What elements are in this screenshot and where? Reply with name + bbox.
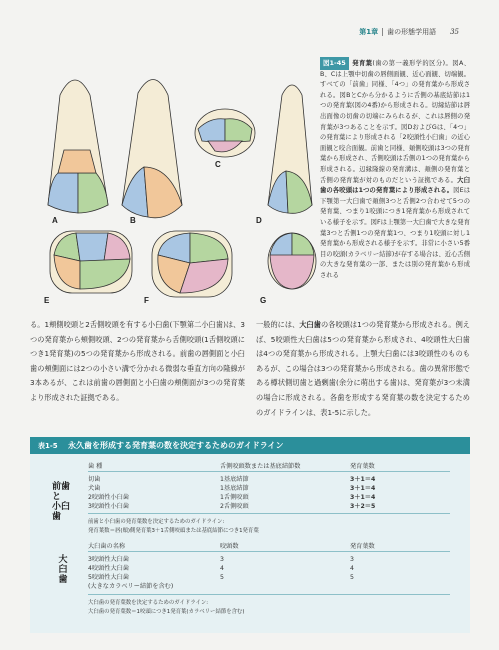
rule-3 [88,551,450,552]
page-number: 35 [450,28,459,36]
group1-line2: 小臼歯 [52,502,71,522]
running-header [359,27,459,37]
table-cell: 5 [220,574,224,581]
col1-head-c: 発育葉数 [350,463,375,470]
caption-body: (歯の第一義形学的区分)。図A、B、Cは上顎中切歯の唇側面観、近心面観、切端観。すべての「前歯」同様、「4つ」の発育葉から形成される。図BとCから分かるように舌側の基底結節は1つの発育葉(図の4番)から形成される。切縁結節は唇出面像の切歯の切端にみられるが、これは唇側の発育葉が3つあることを示す。図DおよびGは、「4つ」の発育葉により形成される「2咬頭性小臼歯」の近心面観と咬合面観。前歯と同様、頬側咬頭は3つの発育葉から形成され、舌側咬頭は舌側の1つの発育葉から形成される。辺縁隆線の発育溝は、頬側の発育葉と舌側の発育葉が対のものだという証拠である。 [320,60,470,184]
chapter-label: 第1章 [359,28,379,36]
group2-line2: 臼 [58,565,68,575]
table-cell: 4 [220,565,224,572]
rule-2 [88,513,450,514]
table-cell: 2咬頭性小臼歯 [88,494,130,501]
body-right-pre: 一般的には、 [256,320,300,329]
table-cell: 1基底結節 [220,485,249,492]
table-cell: 3＋1＝4 [350,494,376,501]
table-cell: 切歯 [88,476,101,483]
table-header [30,437,470,454]
body-right-post: の各咬頭は1つの発育葉から形成される。例えば、5咬頭性大臼歯は5つの発育葉から形成され、4咬頭性大臼歯は4つの発育葉から形成される。上顎大臼歯には3咬頭性のものもあるが、この場合は3つの発育葉から形成される。歯の異常形態である樽状側切歯と過剰歯(余分に萌出する歯)は、発育葉が3つ未満の場合に形成される。各歯を形成する発育葉の数を決定するためのガイドラインは、表1-5に示した。 [256,320,470,417]
table-title: 永久歯を形成する発育葉の数を決定するためのガイドライン [68,441,284,450]
note1 [88,518,259,535]
teeth-illustration [30,55,320,307]
col2-head-b: 咬頭数 [220,543,239,550]
fig-letter-e: E [44,296,50,305]
group-label-molar [57,555,69,585]
col2-head-a: 大臼歯の名称 [88,543,126,550]
table-cell: 3咬頭性大臼歯 [88,556,130,563]
table-cell: 3咬頭性小臼歯 [88,503,130,510]
group1-line1: 前歯と [52,482,71,502]
table-cell: (大きなカラベリー結節を含む) [88,583,174,590]
table-cell: 4 [350,565,354,572]
table-cell: 3 [350,556,354,563]
rows2-col-b [220,555,224,582]
rule-1 [88,471,450,472]
rows1-col-a [88,475,129,511]
table-cell: 3＋1＝4 [350,476,376,483]
table-cell: 犬歯 [88,485,101,492]
caption-title: 発育葉 [351,60,373,67]
note2-line1: 大臼歯の発育葉数を決定するためのガイドライン: [88,600,209,606]
figure-number: 図1-45 [320,57,349,70]
fig-letter-b: B [130,216,136,225]
table-cell: 3＋2＝5 [350,503,376,510]
rows2-col-c [350,555,354,582]
figure-teeth-lobes [30,55,320,307]
note2-line2: 大臼歯の発育葉数＝1咬頭につき1発育葉(カラベリー結節を含む) [88,608,245,615]
table-cell: 5咬頭性大臼歯 [88,574,130,581]
table-cell: 2舌側咬頭 [220,503,249,510]
col2-head-c: 発育葉数 [350,543,375,550]
body-right-column [256,318,470,420]
rows1-col-c [350,475,375,511]
table-cell: 1舌側咬頭 [220,494,249,501]
figure-caption [320,57,470,281]
chapter-title: 歯の形態学用語 [387,28,437,36]
rows1-col-b [220,475,249,511]
fig-letter-d: D [256,216,262,225]
col1-head-b: 舌側咬頭数または基底結節数 [220,463,301,470]
body-right-bold: 大臼歯 [299,320,321,329]
fig-letter-c: C [215,160,221,169]
table-cell: 3＋1＝4 [350,485,376,492]
fig-letter-f: F [144,296,149,305]
fig-letter-a: A [52,216,58,225]
table-number: 表1-5 [38,441,58,450]
group2-line1: 大 [58,555,68,565]
note1-line1: 前歯と小臼歯の発育葉数を決定するためのガイドライン: [88,519,225,525]
table-cell: 1基底結節 [220,476,249,483]
caption-text [320,57,470,281]
caption-bold: 大臼歯の各咬頭は1つの発育葉により形成される。 [320,176,471,195]
rows2-col-a [88,555,173,591]
note2 [88,599,245,616]
group2-line3: 歯 [58,575,68,585]
fig-letter-g: G [260,296,267,305]
body-left-column: る。1頬側咬頭と2舌側咬頭を有する小臼歯(下顎第二小臼歯)は、3つの発育葉から頬側咬頭、2つの発育葉から舌側咬頭(1舌側咬頭につき1発育葉)の5つの発育葉から形成される。前歯の唇側面と小臼歯の頬側面には2つの小さい溝で分かれる微弱な垂直方向の隆線が3本あるが、これは前歯の唇側面と小臼歯の頬側面が3つの発育葉より形成された証拠である。 [30,320,245,402]
table-cell: 5 [350,574,354,581]
table-cell: 4咬頭性大臼歯 [88,565,130,572]
col1-head-a: 歯 種 [88,463,103,470]
caption-tail: 図Eは下顎第一大臼歯で頬側3つと舌側2つ合わせて5つの発育葉、つまり1咬頭につき1発育葉から形成されている様子を示す。図Fは上顎第一大臼歯で大きな発育葉3つと舌側1つの発育葉1つ、つまり1咬頭に対し1発育葉から形成される様子を示す。非常に小さい5番目の咬頭(カラベリー結節)が存する場合は、近心舌側の大きな発育葉の一部、または別の発育葉から形成される [320,187,470,279]
table-1-5 [30,437,470,633]
header-divider [382,28,383,36]
group-label-anterior [52,482,72,522]
table-cell: 3 [220,556,224,563]
note1-line2: 発育葉数＝唇(頬)側発育葉3＋1舌側咬頭または基底結節につき1発育葉 [88,527,259,534]
rule-4 [88,594,450,595]
